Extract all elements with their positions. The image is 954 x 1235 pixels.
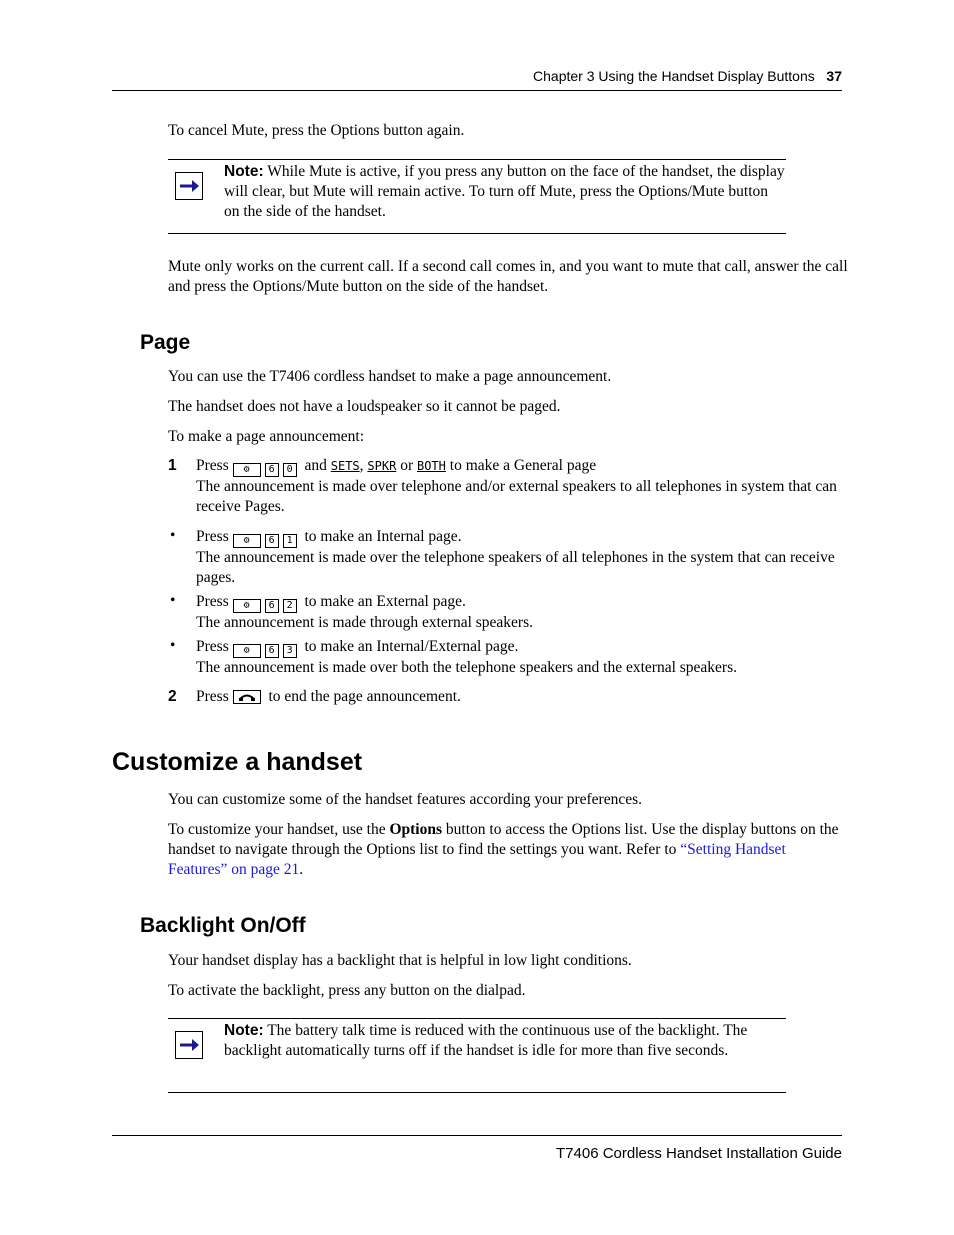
section-heading-page: Page xyxy=(140,331,191,354)
softkey-both: BOTH xyxy=(416,459,446,473)
bullet-symbol: • xyxy=(170,637,176,654)
bullet-item-internal-external xyxy=(196,637,846,678)
press-label: Press xyxy=(196,688,229,705)
note-2-text: The battery talk time is reduced with the continuous use of the backlight. The backlight automatically turns off if the handset is idle for more than five seconds. xyxy=(224,1022,748,1059)
dial-key: 6 xyxy=(265,599,279,613)
section-heading-backlight: Backlight On/Off xyxy=(140,914,306,937)
bullet-action: to make an External page. xyxy=(304,593,466,610)
and-text: and xyxy=(304,457,327,474)
press-label: Press xyxy=(196,528,229,545)
note-arrow-icon xyxy=(175,1031,203,1059)
dial-key: 6 xyxy=(265,534,279,548)
page-intro: You can use the T7406 cordless handset to make a page announcement. xyxy=(168,368,612,385)
page-instructions-intro: To make a page announcement: xyxy=(168,428,365,445)
cancel-mute-text: To cancel Mute, press the Options button again. xyxy=(168,122,465,139)
step-action: to make a General page xyxy=(449,457,597,474)
step-2 xyxy=(196,687,846,707)
customize-text: To customize your handset, use the xyxy=(168,821,386,838)
press-label: Press xyxy=(196,457,229,474)
footer-title: T7406 Cordless Handset Installation Guide xyxy=(556,1145,842,1162)
note-label: Note: xyxy=(224,163,264,180)
dial-key: 0 xyxy=(283,463,297,477)
softkey-sets: SETS xyxy=(330,459,360,473)
step-action: to end the page announcement. xyxy=(268,688,461,705)
dial-key: 6 xyxy=(265,644,279,658)
note-bottom-rule xyxy=(168,1092,786,1093)
feature-key-icon: ⚙ xyxy=(233,644,261,658)
bullet-symbol: • xyxy=(170,527,176,544)
comma: , xyxy=(359,457,364,474)
or-text: or xyxy=(400,457,414,474)
dial-key: 3 xyxy=(283,644,297,658)
note-label: Note: xyxy=(224,1022,264,1039)
press-label: Press xyxy=(196,638,229,655)
bullet-action: to make an Internal page. xyxy=(304,528,462,545)
note-bottom-rule xyxy=(168,233,786,234)
mute-paragraph: Mute only works on the current call. If a second call comes in, and you want to mute that call, answer the call and press the Options/Mute button on the side of the handset. xyxy=(168,258,848,295)
running-header xyxy=(480,68,842,84)
note-top-rule xyxy=(168,159,786,160)
note-top-rule xyxy=(168,1018,786,1019)
note-1 xyxy=(224,162,786,222)
bullet-item-internal xyxy=(196,527,846,588)
step-1 xyxy=(196,456,846,517)
customize-text: button to access the Options list. Use the display buttons on the handset to navigate through the Options list to find the settings you want. Refer to xyxy=(168,821,839,858)
note-2 xyxy=(224,1021,786,1061)
dial-key: 1 xyxy=(283,534,297,548)
softkey-spkr: SPKR xyxy=(367,459,397,473)
note-arrow-icon xyxy=(175,172,203,200)
bullet-symbol: • xyxy=(170,592,176,609)
bullet-description: The announcement is made over the telephone speakers of all telephones in the system that can receive pages. xyxy=(196,549,835,586)
page-no-loudspeaker: The handset does not have a loudspeaker so it cannot be paged. xyxy=(168,398,561,415)
chapter-title: Chapter 3 Using the Handset Display Buttons xyxy=(533,68,815,84)
feature-key-icon: ⚙ xyxy=(233,463,261,477)
bullet-description: The announcement is made over both the telephone speakers and the external speakers. xyxy=(196,659,738,676)
dial-key: 6 xyxy=(265,463,279,477)
release-key-icon xyxy=(233,690,261,704)
header-rule xyxy=(112,90,842,91)
step-number: 2 xyxy=(168,688,177,705)
bullet-action: to make an Internal/External page. xyxy=(304,638,519,655)
bullet-item-external xyxy=(196,592,846,633)
feature-key-icon: ⚙ xyxy=(233,534,261,548)
customize-instructions xyxy=(168,820,848,880)
press-label: Press xyxy=(196,593,229,610)
section-heading-customize: Customize a handset xyxy=(112,748,363,776)
backlight-activation: To activate the backlight, press any button on the dialpad. xyxy=(168,982,526,999)
period: . xyxy=(299,861,304,878)
options-bold: Options xyxy=(389,821,443,838)
feature-key-icon: ⚙ xyxy=(233,599,261,613)
dial-key: 2 xyxy=(283,599,297,613)
note-1-text: While Mute is active, if you press any button on the face of the handset, the display will clear, but Mute will remain active. To turn off Mute, press the Options/Mute button on the side of the handset. xyxy=(224,163,785,220)
customize-intro: You can customize some of the handset features according your preferences. xyxy=(168,791,643,808)
backlight-description: Your handset display has a backlight that is helpful in low light conditions. xyxy=(168,952,632,969)
page-number: 37 xyxy=(826,68,842,84)
footer-rule xyxy=(112,1135,842,1136)
step-description: The announcement is made over telephone and/or external speakers to all telephones in system that can receive Pages. xyxy=(196,478,837,515)
setting-handset-features-link[interactable]: “Setting Handset Features” on page 21 xyxy=(168,841,786,878)
bullet-description: The announcement is made through external speakers. xyxy=(196,614,534,631)
step-number: 1 xyxy=(168,457,177,474)
